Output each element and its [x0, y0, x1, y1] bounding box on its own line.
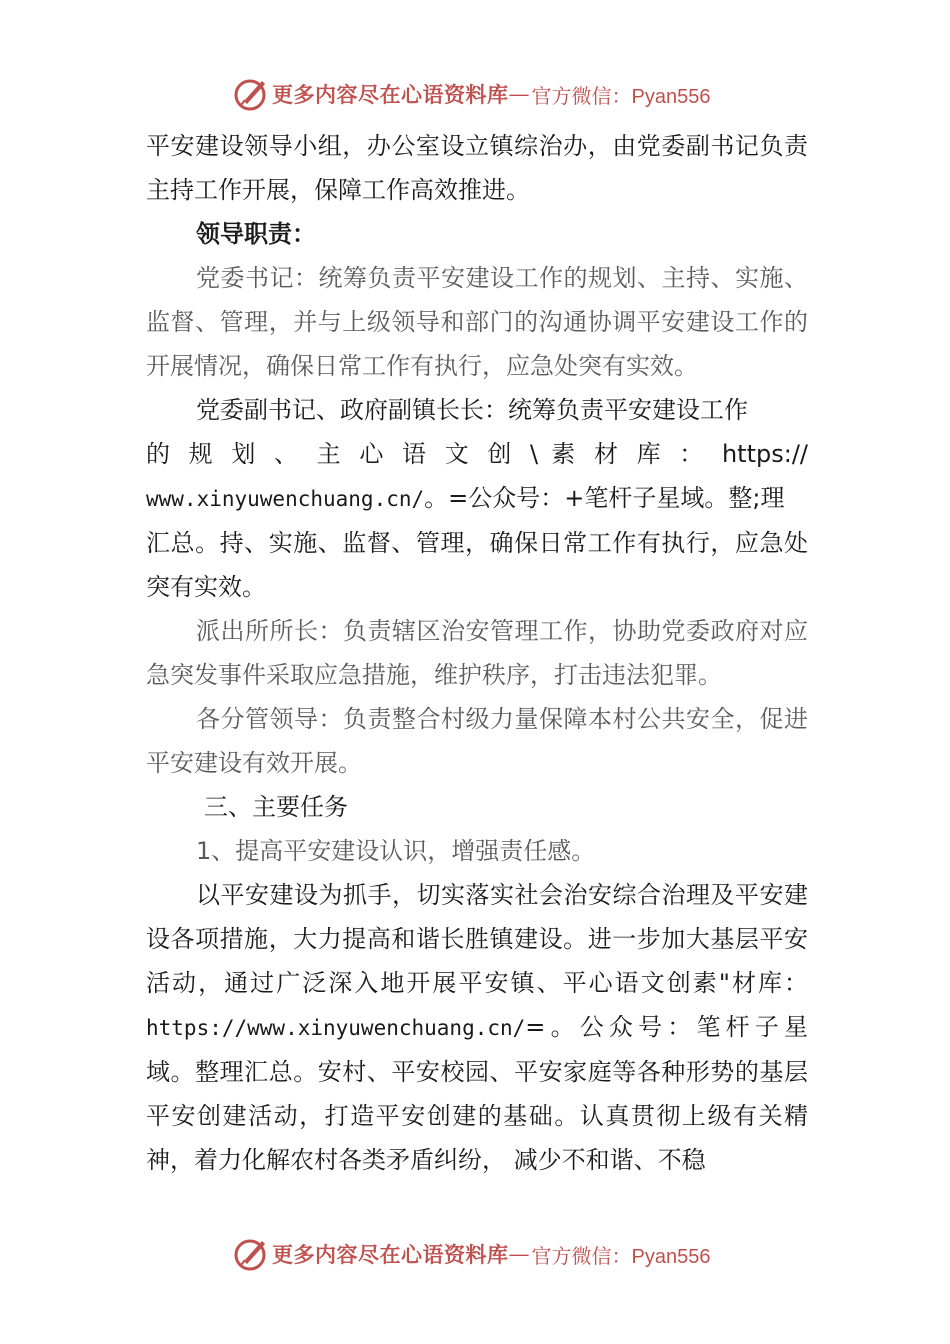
paragraph-deputy-line1: 党委副书记、政府副镇长长：统筹负责平安建设工作 — [196, 396, 748, 424]
paragraph-police-chief: 派出所所长：负责辖区治安管理工作，协助党委政府对应急突发事件采取应急措施，维护秩序，打击违法犯罪。 — [146, 617, 808, 689]
paragraph-deputy-line3 — [146, 476, 808, 521]
main-tasks-text-b: =。公众号：笔杆子星域。整理汇总。安村、平安校园、平安家庭等各种形势的基层平安创建活动，打造平安创建的基础。认真贯彻上级有关精神，着力化解农村各类矛盾纠纷， 减少不和谐、不稳 — [146, 1013, 808, 1174]
paragraph-leading-group: 平安建设领导小组，办公室设立镇综治办，由党委副书记负责主持工作开展，保障工作高效推进。 — [146, 132, 808, 204]
header-banner — [232, 74, 710, 114]
deputy-url-text: www.xinyuwenchuang.cn/ — [146, 487, 425, 511]
quill-logo-icon — [232, 75, 270, 113]
heading-leader-duties: 领导职责： — [196, 220, 316, 248]
main-tasks-url-text: https://www.xinyuwenchuang.cn/ — [146, 1016, 526, 1040]
footer-banner-wechat: 官方微信：Pyan556 — [531, 1245, 711, 1268]
document-body — [146, 124, 808, 1182]
paragraph-deputy-rest: 汇总。持、实施、监督、管理，确保日常工作有执行，应急处突有实效。 — [146, 529, 808, 601]
paragraph-managers: 各分管领导：负责整合村级力量保障本村公共安全，促进平安建设有效开展。 — [146, 705, 808, 777]
section-heading-main-tasks: 三、主要任务 — [204, 793, 348, 821]
main-tasks-text-a: 以平安建设为抓手，切实落实社会治安综合治理及平安建设各项措施，大力提高和谐长胜镇建设。进一步加大基层平安活动，通过广泛深入地开展平安镇、平心语文创素"材库： — [146, 881, 808, 997]
list-item-1: 1、提高平安建设认识，增强责任感。 — [196, 837, 596, 865]
deputy-line3-rest: 。=公众号：+笔杆子星域。整;理 — [424, 484, 785, 512]
paragraph-party-secretary: 党委书记：统筹负责平安建设工作的规划、主持、实施、监督、管理，并与上级领导和部门的沟通协调平安建设工作的开展情况，确保日常工作有执行，应急处突有实效。 — [146, 264, 808, 380]
paragraph-deputy-line2: 的 规 划 、 主 心 语 文 创 \ 素 材 库 ： https:// — [146, 440, 808, 468]
header-banner-wechat: 官方微信：Pyan556 — [531, 85, 711, 108]
header-banner-title: 更多内容尽在心语资料库 — [272, 82, 509, 107]
paragraph-main-tasks — [146, 873, 808, 1182]
quill-logo-icon — [232, 1235, 270, 1273]
footer-banner-title: 更多内容尽在心语资料库 — [272, 1242, 509, 1267]
header-banner-dash: — — [508, 82, 530, 106]
footer-banner — [232, 1234, 710, 1274]
footer-banner-dash: — — [508, 1242, 530, 1266]
